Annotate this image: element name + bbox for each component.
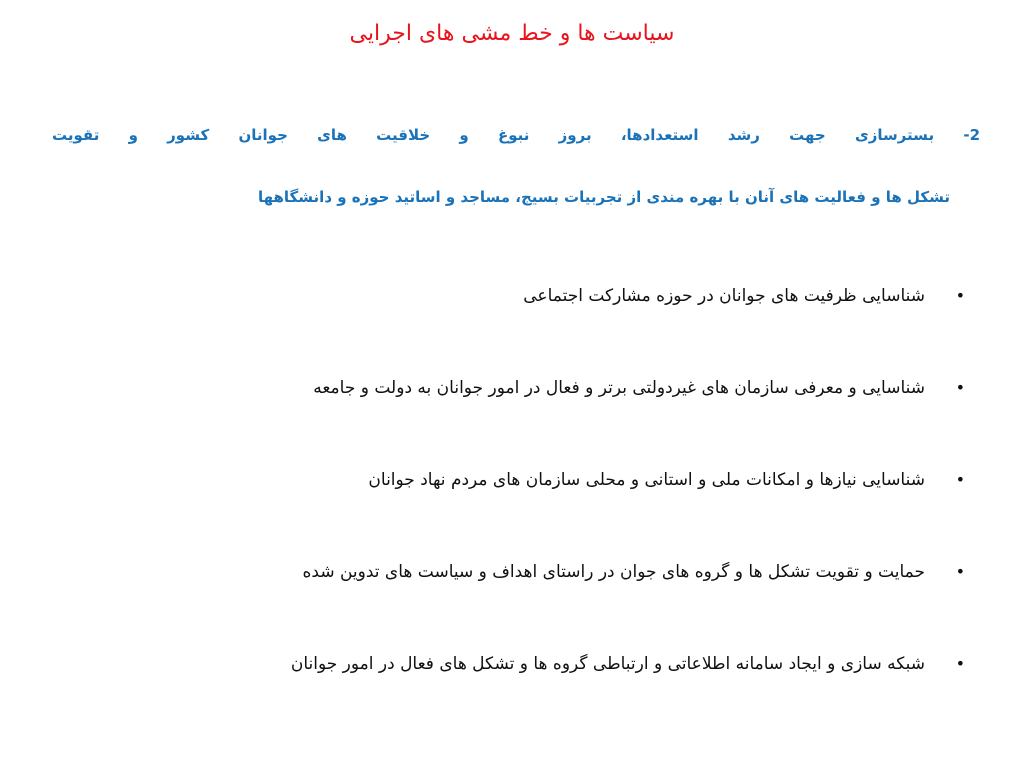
bullet-dot-icon: • [955, 378, 965, 397]
section-heading-line-1: 2- بسترسازی جهت رشد استعدادها، بروز نبوغ و خلاقیت های جوانان کشور و تقویت [52, 126, 980, 144]
bullet-dot-icon: • [955, 286, 965, 305]
section-heading-line-2: تشکل ها و فعالیت های آنان با بهره مندی از تجربیات بسیج، مساجد و اساتید حوزه و دانشگاهها [257, 188, 950, 206]
bullet-item [150, 648, 965, 740]
bullet-list [150, 280, 965, 740]
bullet-item [150, 372, 965, 464]
bullet-text: شبکه سازی و ایجاد سامانه اطلاعاتی و ارتباطی گروه ها و تشکل های فعال در امور جوانان [290, 654, 925, 674]
bullet-dot-icon: • [955, 654, 965, 673]
bullet-dot-icon: • [955, 470, 965, 489]
bullet-text: شناسایی نیازها و امکانات ملی و استانی و محلی سازمان های مردم نهاد جوانان [368, 470, 925, 490]
bullet-text: شناسایی ظرفیت های جوانان در حوزه مشارکت اجتماعی [523, 286, 925, 306]
bullet-dot-icon: • [955, 562, 965, 581]
bullet-text: شناسایی و معرفی سازمان های غیردولتی برتر و فعال در امور جوانان به دولت و جامعه [313, 378, 925, 398]
bullet-item [150, 556, 965, 648]
bullet-item [150, 464, 965, 556]
bullet-text: حمایت و تقویت تشکل ها و گروه های جوان در راستای اهداف و سیاست های تدوین شده [302, 562, 925, 582]
slide-title: سیاست ها و خط مشی های اجرایی [349, 21, 675, 46]
bullet-item [150, 280, 965, 372]
